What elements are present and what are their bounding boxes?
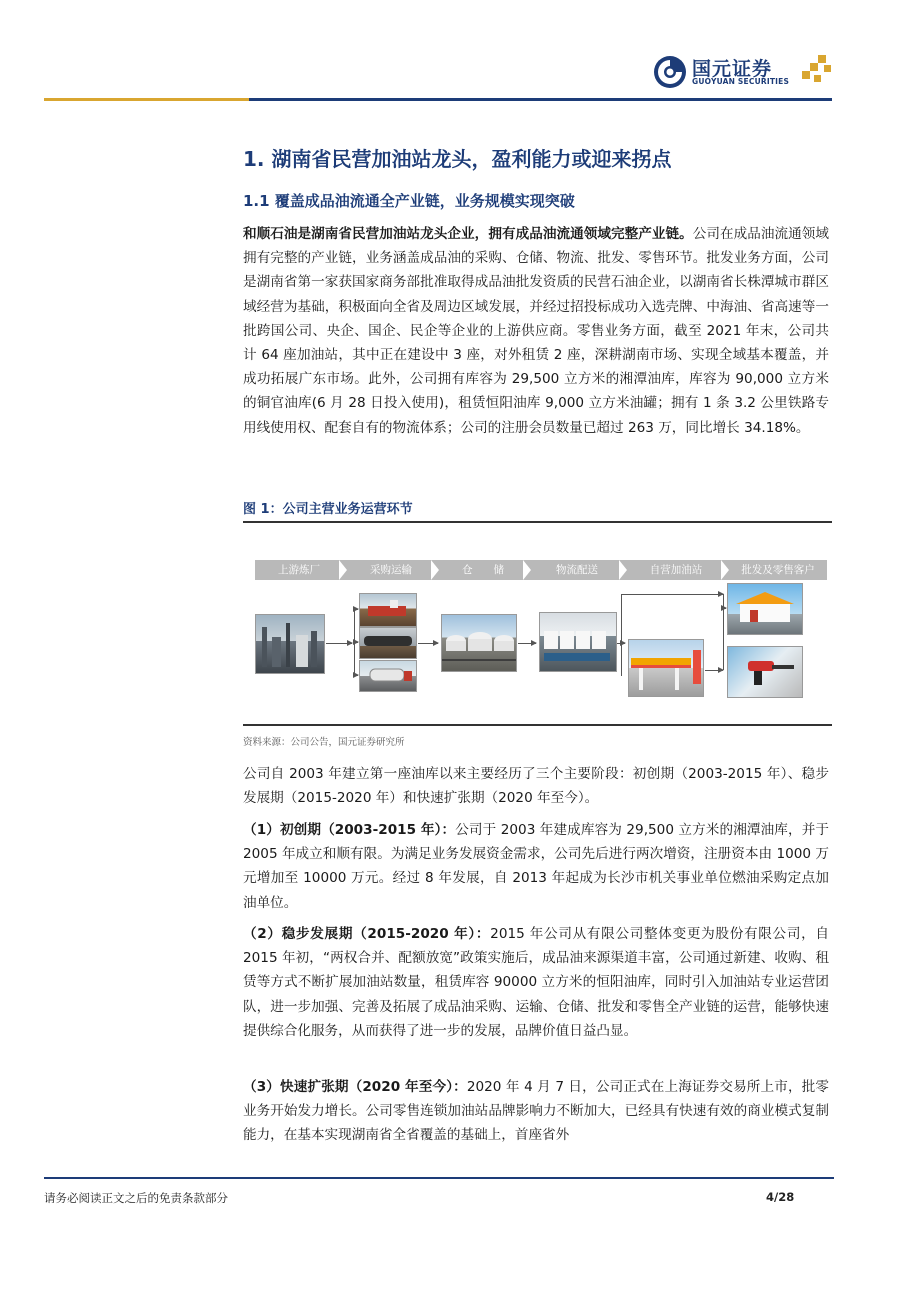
stage-storage: 仓 储 <box>462 564 504 576</box>
ship-photo <box>359 593 417 627</box>
paragraph-stage-2 <box>243 922 829 1043</box>
section-heading: 1. 湖南省民营加油站龙头，盈利能力或迎来拐点 <box>243 147 672 171</box>
flow-arrow <box>354 609 358 610</box>
paragraph-stages-intro: 公司自 2003 年建立第一座油库以来主要经历了三个主要阶段：初创期（2003-2015 年）、稳步发展期（2015-2020 年）和快速扩张期（2020 年至今）。 <box>243 766 829 807</box>
logistics-fleet-photo <box>539 612 617 672</box>
refinery-drawing <box>256 615 324 673</box>
retail-station-photo <box>727 583 803 635</box>
figure-source: 资料来源：公司公告，国元证券研究所 <box>243 737 405 748</box>
paragraph-stage-1-body: 公司于 2003 年建成库容为 29,500 立方米的湘潭油库，并于 2005 年成立和顺有限。为满足业务发展资金需求，公司先后进行两次增资，注册资本由 1000 万元增加至 10000 万元。经过 8 年发展，自 2013 年起成为长沙市机关事业单位燃油采购定点加油单位。 <box>243 822 829 911</box>
logo-squares-icon <box>798 55 832 89</box>
paragraph-stage-2-body: 2015 年公司从有限公司整体变更为股份有限公司，自 2015 年初，“两权合并、配额放宽”政策实施后，成品油来源渠道丰富，公司通过新建、收购、租赁等方式不断扩展加油站数量，租赁库容 90000 立方米的恒阳油库，同时引入加油站专业运营团队，进一步加强、完善及拓展了成品油采购、运输、仓储、批发和零售全产业链的运营，能够快速提供综合化服务，从而获得了进一步的发展，品牌价值日益凸显。 <box>243 926 829 1039</box>
flow-arrow <box>705 670 723 671</box>
paragraph-stage-1-lead: （1）初创期（2003-2015 年）： <box>243 822 456 838</box>
rail-tanker-photo <box>359 627 417 659</box>
figure-top-rule <box>243 521 832 523</box>
flow-arrow <box>418 643 438 644</box>
stage-logistics: 物流配送 <box>556 564 598 576</box>
paragraph-stage-3-lead: （3）快速扩张期（2020 年至今）： <box>243 1079 467 1095</box>
logo-text-en: GUOYUAN SECURITIES <box>692 77 790 86</box>
stage-procurement-transport: 采购运输 <box>370 564 412 576</box>
paragraph-stage-3-body: 2020 年 4 月 7 日，公司正式在上海证券交易所上市，批零业务开始发力增长。公司零售连锁加油站品牌影响力不断加大，已经具有快速有效的商业模式复制能力，在基本实现湖南省全省覆盖的基础上，首座省外 <box>243 1079 829 1144</box>
page-number: 4/28 <box>766 1190 795 1204</box>
footer-rule <box>44 1177 834 1179</box>
header-rule-blue <box>249 98 832 101</box>
paragraph-overview-lead: 和顺石油是湖南省民营加油站龙头企业，拥有成品油流通领域完整产业链。 <box>243 226 693 242</box>
tanker-truck-photo <box>359 660 417 692</box>
subsection-heading: 1.1 覆盖成品油流通全产业链，业务规模实现突破 <box>243 192 575 210</box>
flow-arrow <box>326 643 352 644</box>
stage-wholesale-retail: 批发及零售客户 <box>741 564 815 576</box>
refinery-photo <box>255 614 325 674</box>
paragraph-overview <box>243 222 829 440</box>
footer-disclaimer: 请务必阅读正文之后的免责条款部分 <box>44 1191 228 1205</box>
figure-title: 图 1：公司主营业务运营环节 <box>243 502 413 517</box>
flow-arrow <box>723 608 726 609</box>
flow-branch-line <box>621 594 622 676</box>
paragraph-stage-3 <box>243 1075 829 1148</box>
paragraph-overview-body: 公司在成品油流通领域拥有完整的产业链，业务涵盖成品油的采购、仓储、物流、批发、零售环节。批发业务方面，公司是湖南省第一家获国家商务部批准取得成品油批发资质的民营石油企业，以湖南省长株潭城市群区域经营为基础，积极面向全省及周边区域发展，并经过招投标成功入选壳牌、中海油、省高速等一批跨国公司、央企、国企、民企等企业的上游供应商。零售业务方面，截至 2021 年末，公司共计 64 座加油站，其中正在建设中 3 座，对外租赁 2 座，深耕湖南市场、实现全域基本覆盖，并成功拓展广东市场。此外，公司拥有库容为 29,500 立方米的湘潭油库，库容为 90,000 立方米的铜官油库(6 月 28 日投入使用)，租赁恒阳油库 9,000 立方米油罐；拥有 1 条 3.2 公里铁路专用线使用权、配套自有的物流体系；公司的注册会员数量已超过 263 万，同比增长 34.18%。 <box>243 226 830 436</box>
gas-station-photo <box>628 639 704 697</box>
flow-arrow <box>354 675 358 676</box>
logo-emblem-icon <box>652 54 688 90</box>
header-rule-gold <box>44 98 249 101</box>
flow-arrow <box>354 642 358 643</box>
company-logo <box>652 52 832 92</box>
flow-arrow <box>518 643 536 644</box>
refuel-nozzle-photo <box>727 646 803 698</box>
figure-bottom-rule <box>243 724 832 726</box>
flow-arrow-to-customers <box>621 594 723 595</box>
stage-own-stations: 自营加油站 <box>649 564 703 576</box>
paragraph-stage-1 <box>243 818 829 915</box>
logo-text-cn: 国元证券 <box>692 58 773 80</box>
stage-upstream-refinery: 上游炼厂 <box>278 564 320 576</box>
paragraph-stage-2-lead: （2）稳步发展期（2015-2020 年）： <box>243 926 491 942</box>
oil-depot-photo <box>441 614 517 672</box>
